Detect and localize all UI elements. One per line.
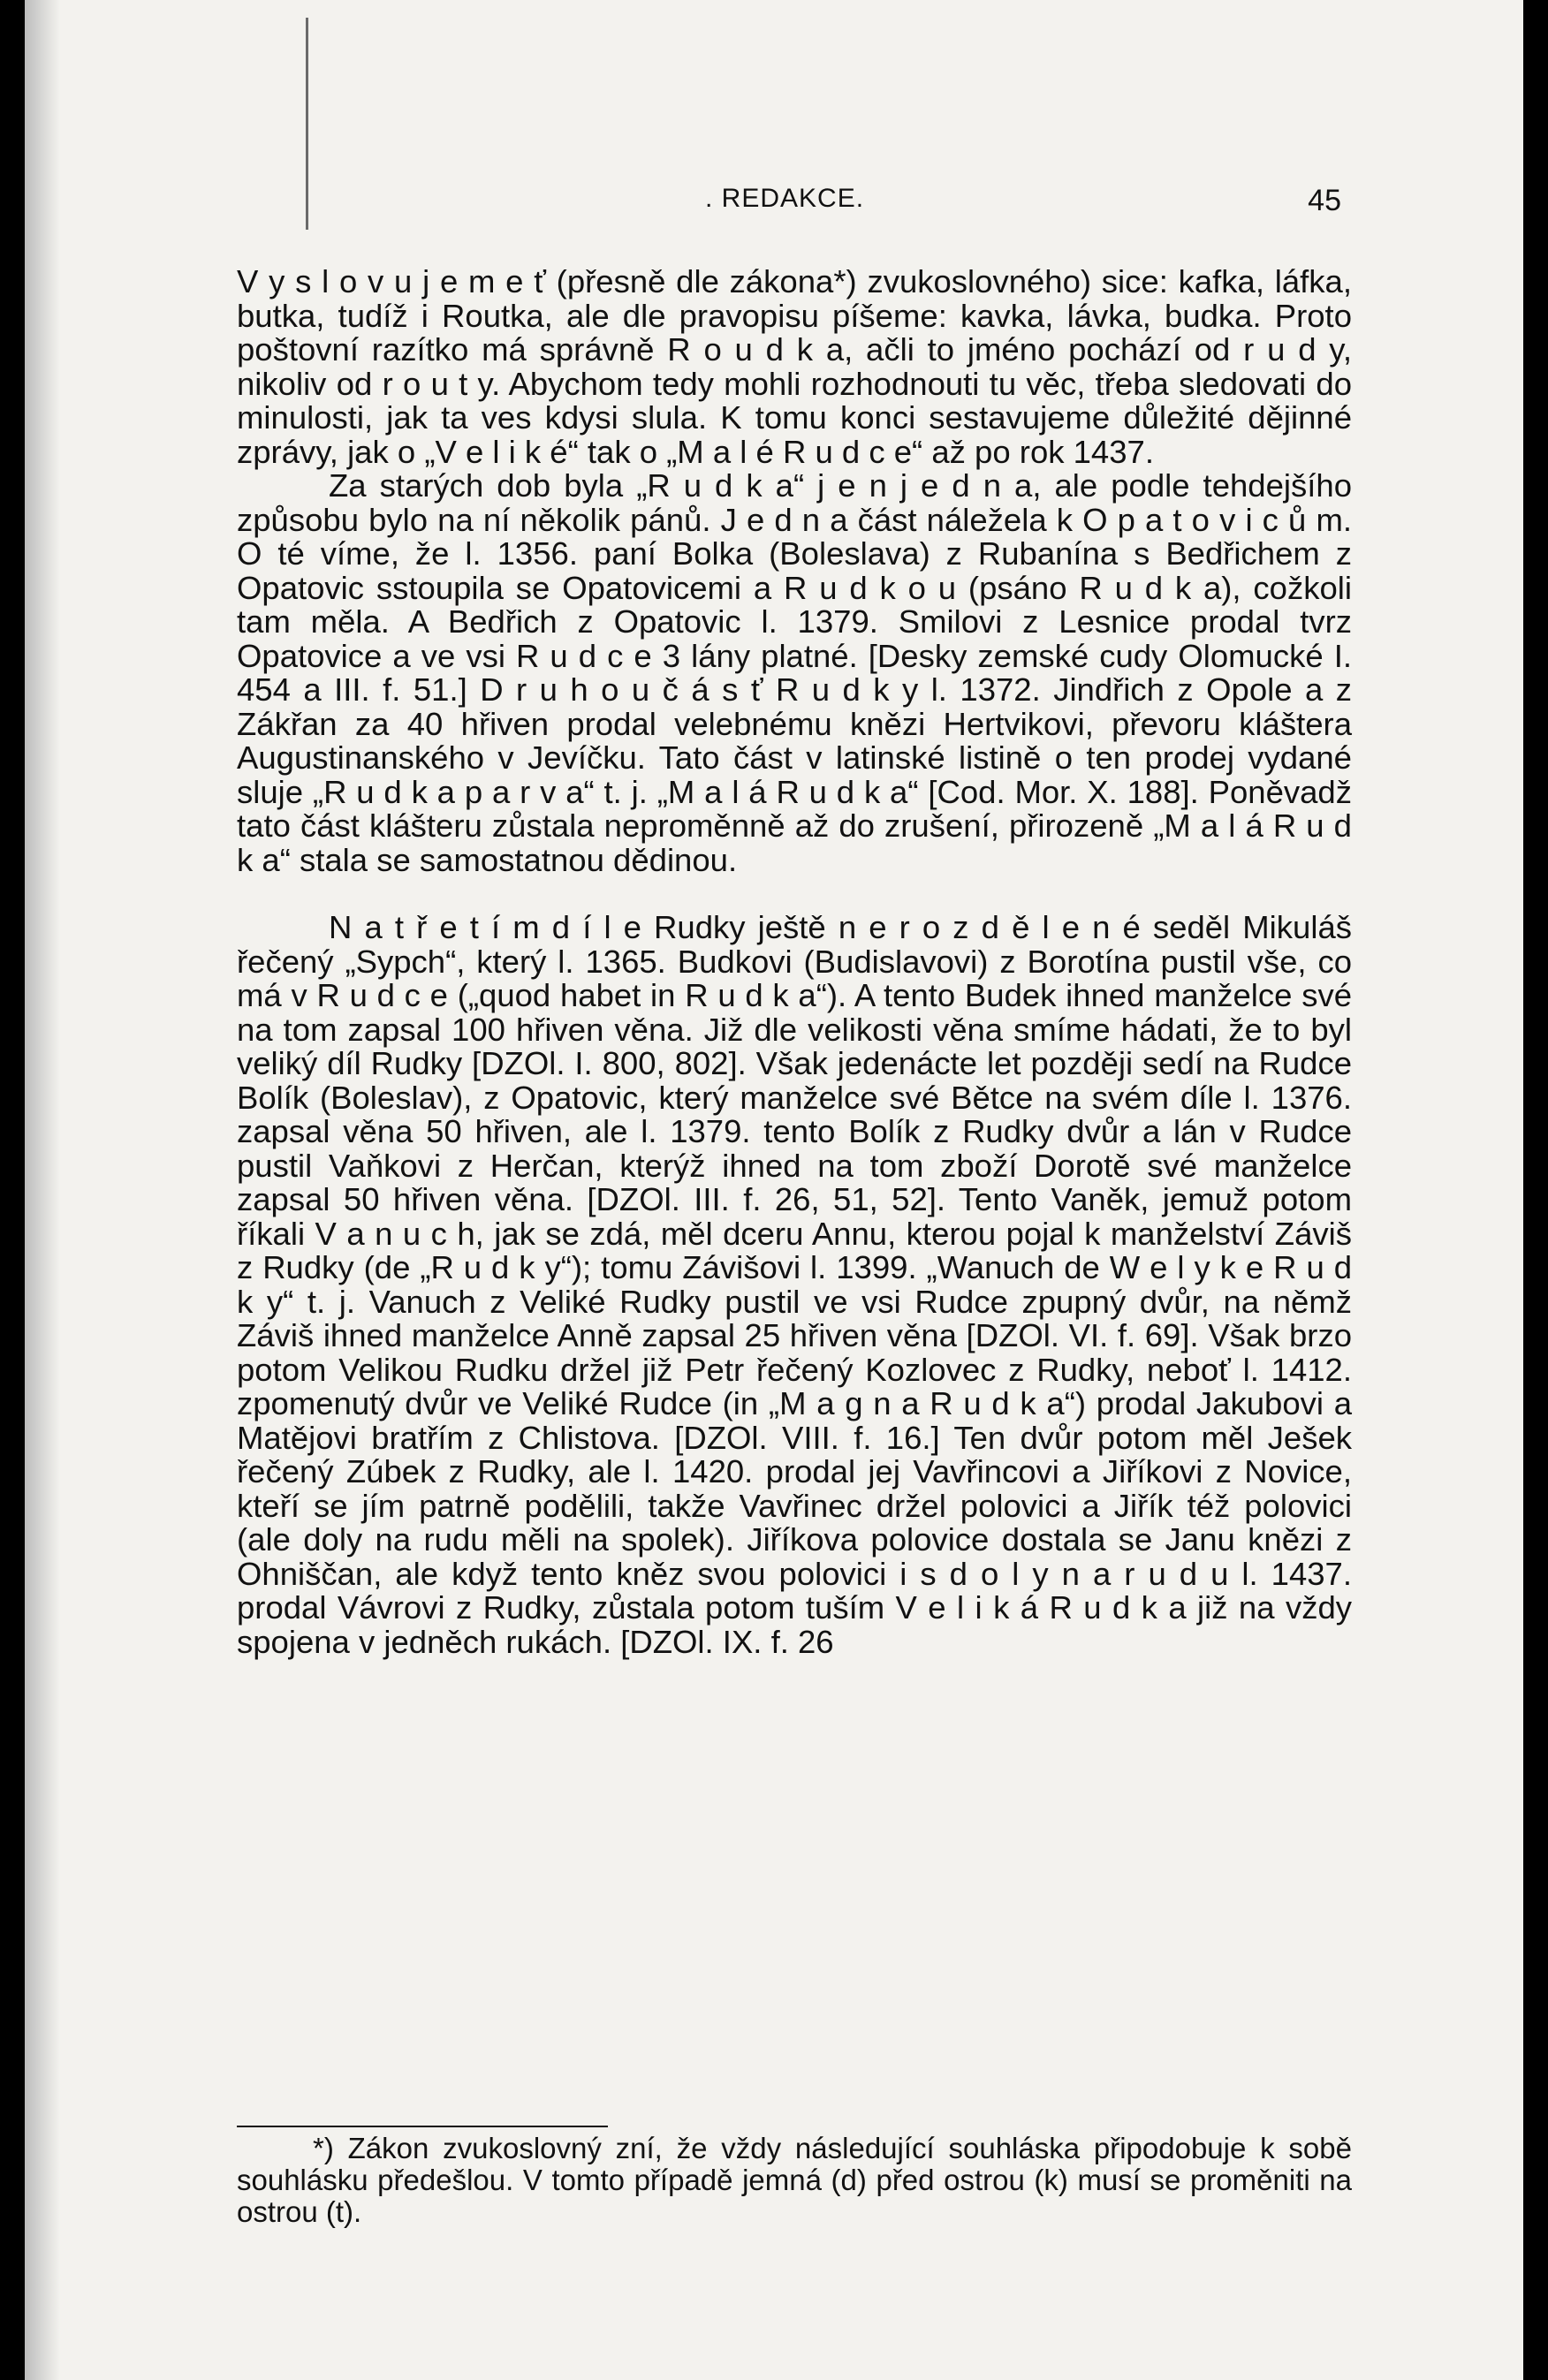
- running-head: . REDAKCE.: [705, 184, 865, 213]
- page-edge-shadow: [25, 0, 60, 2380]
- page-header: [25, 173, 1523, 235]
- footnote-rule: [237, 2126, 608, 2127]
- page-number: 45: [1308, 184, 1341, 217]
- footnote: *) Zákon zvukoslovný zní, že vždy následující souhláska připodobuje k sobě souhlásku předešlou. V tomto případě jemná (d) před ostrou (k) musí se proměniti na ostrou (t).: [237, 2132, 1352, 2228]
- paragraph-3: N a t ř e t í m d í l e Rudky ještě n e r o z d ě l e n é seděl Mikuláš řečený „Sypch“, který l. 1365. Budkovi (Budislavovi) z Borotína pustil vše, co má v R u d c e („quod habet in R u d k a“). A tento Budek ihned manželce své na tom zapsal 100 hřiven věna. Již dle velikosti věna smíme hádati, že to byl veliký díl Rudky [DZOl. I. 800, 802]. Však jedenácte let později sedí na Rudce Bolík (Boleslav), z Opatovic, který manželce své Bětce na svém díle l. 1376. zapsal věna 50 hřiven, ale l. 1379. tento Bolík z Rudky dvůr a lán v Rudce pustil Vaňkovi z Herčan, kterýž ihned na tom zboží Dorotě své manželce zapsal 50 hřiven věna. [DZOl. III. f. 26, 51, 52]. Tento Vaněk, jemuž potom říkali V a n u c h, jak se zdá, měl dceru Annu, kterou pojal k manželství Záviš z Rudky (de „R u d k y“); tomu Závišovi l. 1399. „Wanuch de W e l y k e R u d k y“ t. j. Vanuch z Veliké Rudky pustil ve vsi Rudce zpupný dvůr, na němž Záviš ihned manželce Anně zapsal 25 hřiven věna [DZOl. VI. f. 69]. Však brzo potom Velikou Rudku držel již Petr řečený Kozlovec z Rudky, neboť l. 1412. zpomenutý dvůr ve Veliké Rudce (in „M a g n a R u d k a“) prodal Jakubovi a Matějovi bratřím z Chlistova. [DZOl. VIII. f. 16.] Ten dvůr potom měl Ješek řečený Zúbek z Rudky, ale l. 1420. prodal jej Vavřincovi a Jiříkovi z Novice, kteří se jím patrně podělili, takže Vavřinec držel polovici a Jiřík též polovici (ale doly na rudu měli na spolek). Jiříkova polovice dostala se Janu knězi z Ohniščan, ale když tento kněz svou polovici i s d o l y n a r u d u l. 1437. prodal Vávrovi z Rudky, zůstala potom tuším V e l i k á R u d k a již na vždy spojena v jedněch rukách. [DZOl. IX. f. 26: [237, 909, 1352, 1660]
- paragraph-1: V y s l o v u j e m e ť (přesně dle zákona*) zvukoslovného) sice: kafka, láfka, butka, tudíž i Routka, ale dle pravopisu píšeme: kavka, lávka, budka. Proto poštovní razítko má správně R o u d k a, ačli to jméno pochází od r u d y, nikoliv od r o u t y. Abychom tedy mohli rozhodnouti tu věc, třeba sledovati do minulosti, jak ta ves kdysi slula. K tomu konci sestavujeme důležité dějinné zprávy, jak o „V e l i k é“ tak o „M a l é R u d c e“ až po rok 1437.: [237, 263, 1352, 470]
- book-page: [25, 0, 1523, 2380]
- paragraph-2: Za starých dob byla „R u d k a“ j e n j e d n a, ale podle tehdejšího způsobu bylo na ní několik pánů. J e d n a část náležela k O p a t o v i c ů m. O té víme, že l. 1356. paní Bolka (Boleslava) z Rubanína s Bedřichem z Opatovic sstoupila se Opatovicemi a R u d k o u (psáno R u d k a), cožkoli tam měla. A Bedřich z Opatovic l. 1379. Smilovi z Lesnice prodal tvrz Opatovice a ve vsi R u d c e 3 lány platné. [Desky zemské cudy Olomucké I. 454 a III. f. 51.] D r u h o u č á s ť R u d k y l. 1372. Jindřich z Opole a z Zákřan za 40 hřiven prodal velebnému knězi Hertvikovi, převoru kláštera Augustinanského v Jevíčku. Tato část v latinské listině o ten prodej vydané sluje „R u d k a p a r v a“ t. j. „M a l á R u d k a“ [Cod. Mor. X. 188]. Poněvadž tato část klášteru zůstala neproměnně až do zrušení, přirozeně „M a l á R u d k a“ stala se samostatnou dědinou.: [237, 467, 1352, 878]
- article-body: [237, 265, 1352, 1659]
